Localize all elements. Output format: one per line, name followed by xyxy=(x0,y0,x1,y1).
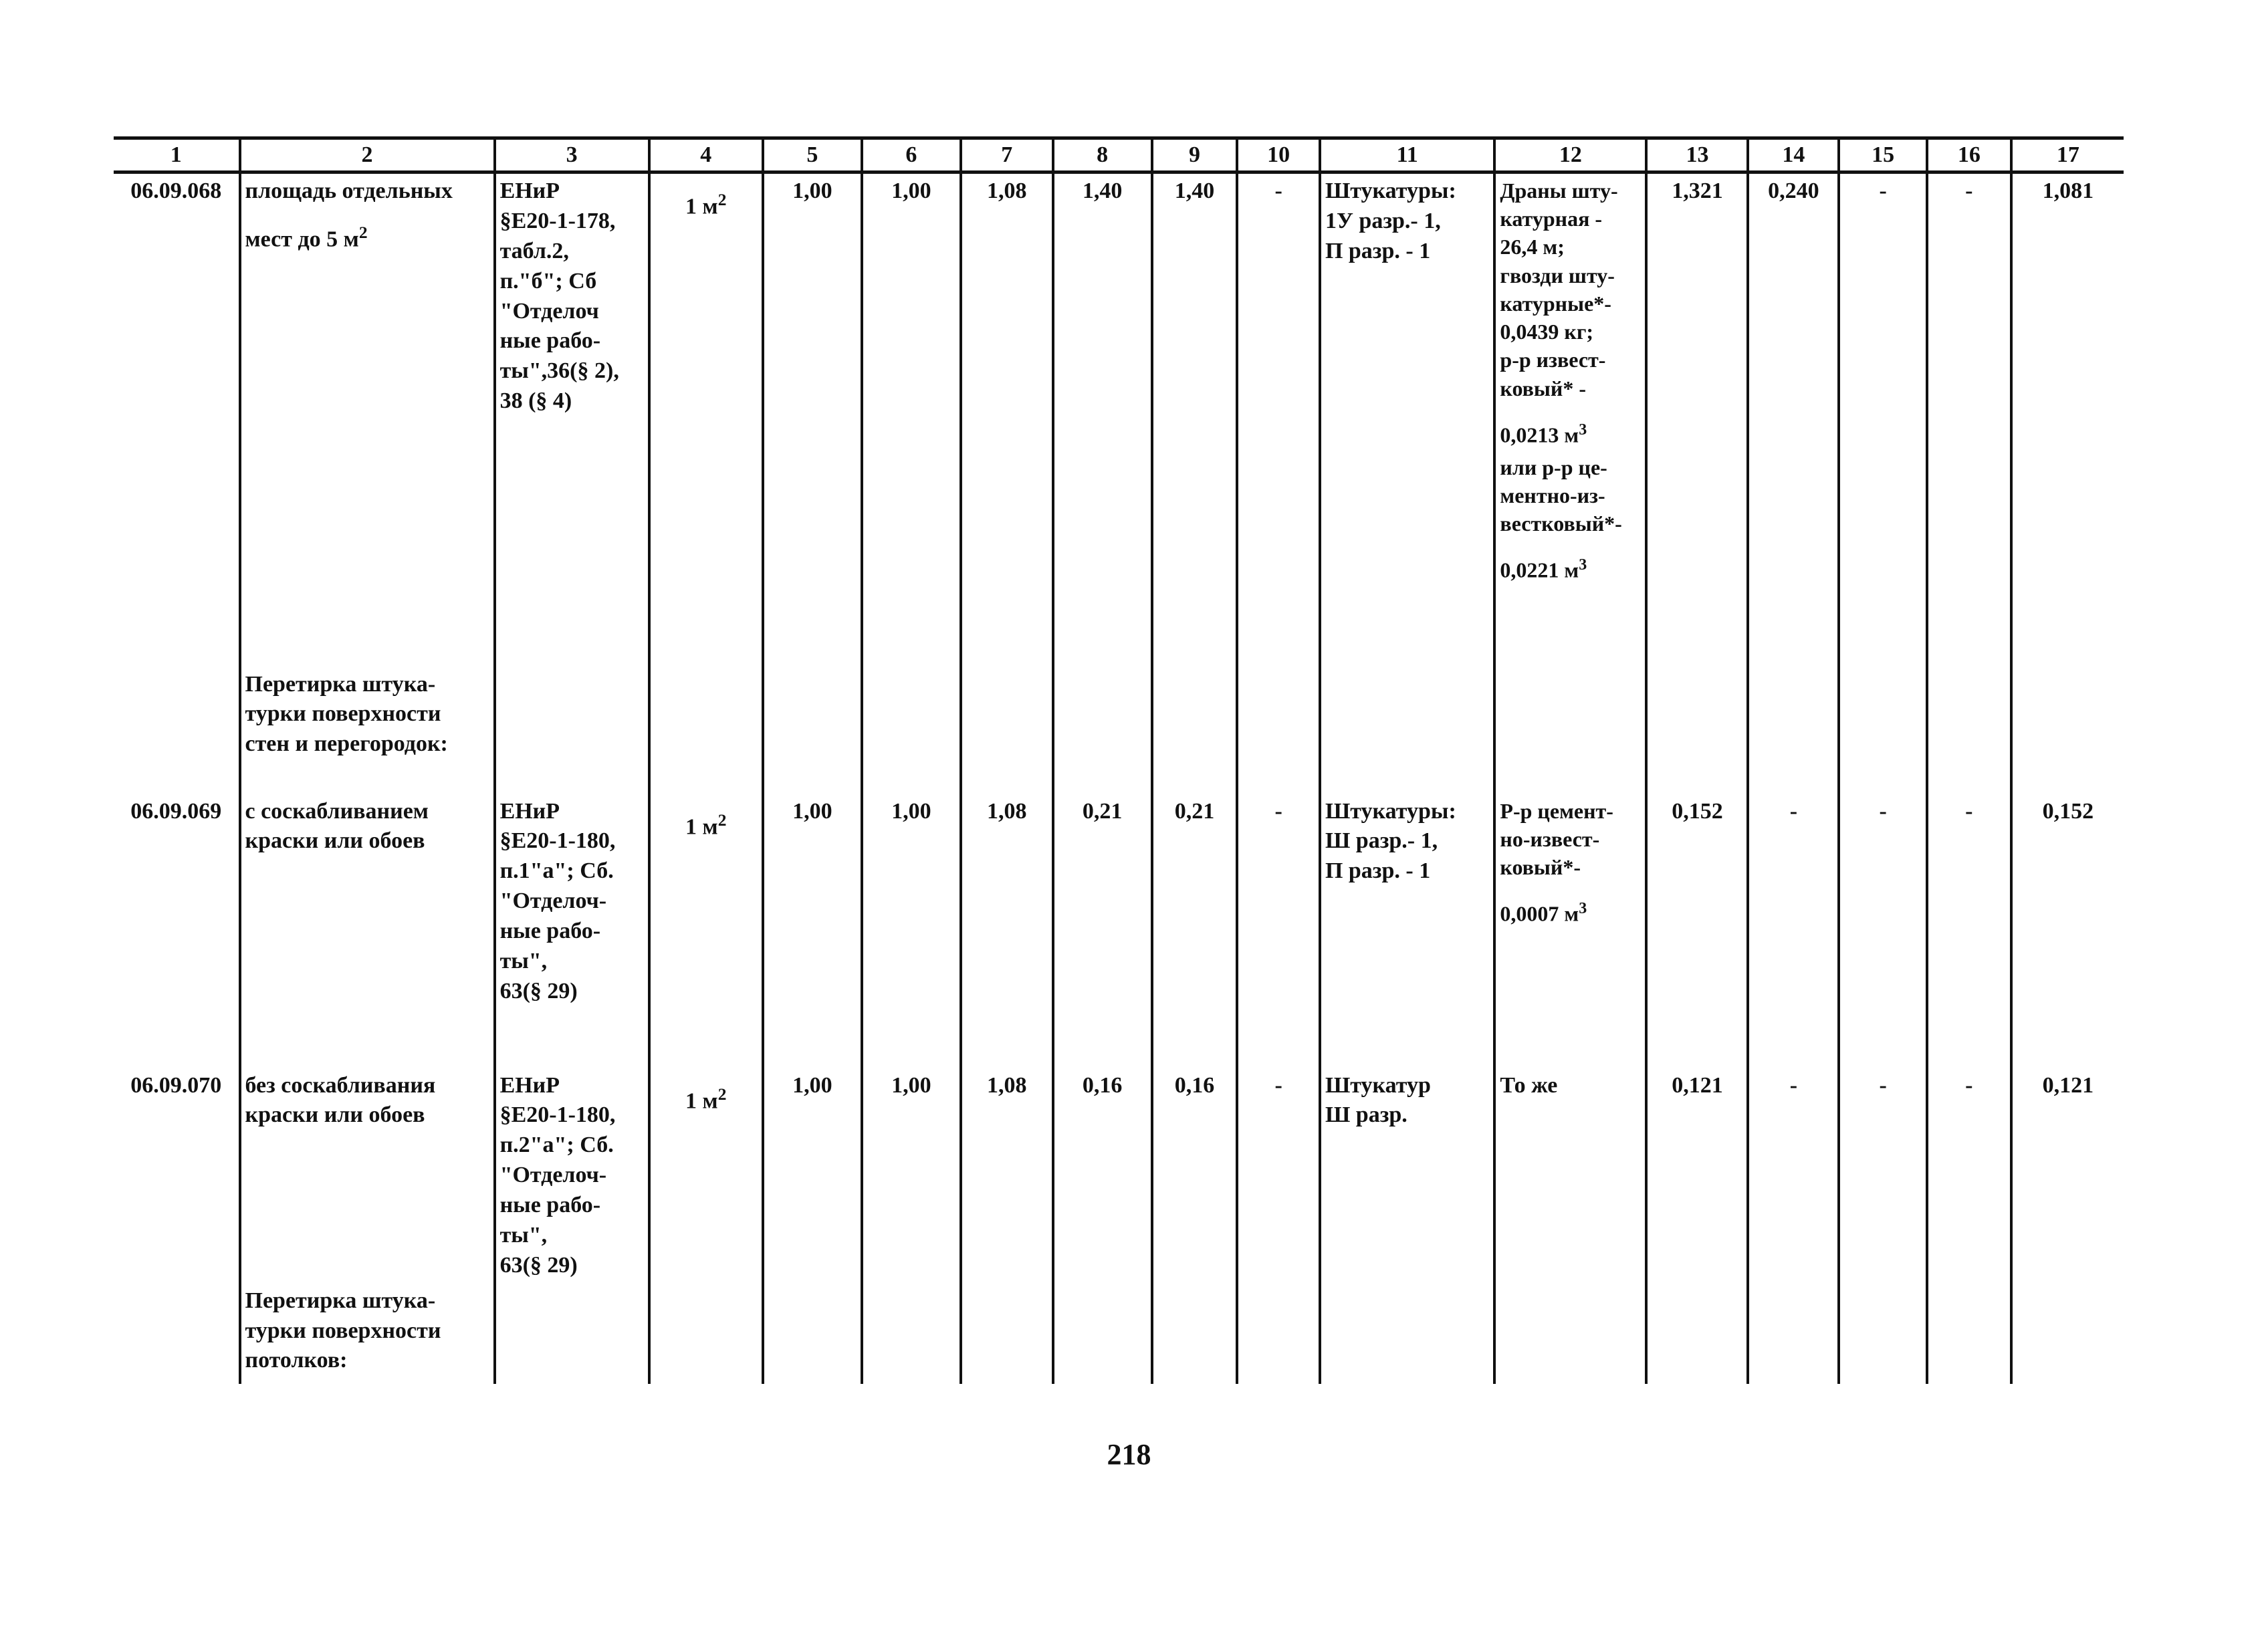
col-header: 17 xyxy=(2011,138,2124,172)
cell-value: 1,08 xyxy=(961,794,1053,1068)
page-number: 218 xyxy=(1107,1438,1151,1471)
col-header: 9 xyxy=(1152,138,1238,172)
cell-value: 1,08 xyxy=(961,1068,1053,1284)
cell-value: - xyxy=(1237,1068,1320,1284)
materials xyxy=(1494,794,1646,1068)
cell-value: 1,321 xyxy=(1646,172,1748,667)
work-name: без соскабливания краски или обоев xyxy=(240,1068,495,1284)
cell-value: - xyxy=(1839,794,1927,1068)
superscript: 2 xyxy=(717,810,727,830)
cell-value: - xyxy=(1748,1068,1839,1284)
materials-text: или р-р це- ментно-из- вестковый*- xyxy=(1500,455,1622,536)
col-header: 14 xyxy=(1748,138,1839,172)
col-header: 1 xyxy=(114,138,240,172)
cell-value: - xyxy=(1237,172,1320,667)
cell-value: 0,121 xyxy=(2011,1068,2124,1284)
cell-value: 1,40 xyxy=(1152,172,1238,667)
unit-text: 1 м xyxy=(685,1088,718,1113)
cell-value: 0,152 xyxy=(1646,794,1748,1068)
workers: Штукатуры: 1У разр.- 1, П разр. - 1 xyxy=(1320,172,1494,667)
unit-text: 1 м xyxy=(685,814,718,839)
cell-value: - xyxy=(1748,794,1839,1068)
norms-table xyxy=(114,136,2124,1384)
col-header: 3 xyxy=(495,138,649,172)
col-header: 11 xyxy=(1320,138,1494,172)
materials-text: 0,0213 м xyxy=(1500,423,1579,447)
superscript: 2 xyxy=(358,222,368,242)
cell-value: - xyxy=(1927,794,2011,1068)
cell-value: 1,40 xyxy=(1053,172,1152,667)
cell-value: - xyxy=(1927,172,2011,667)
table-row xyxy=(114,794,2124,1068)
column-number-row xyxy=(114,138,2124,172)
cell-value: 1,081 xyxy=(2011,172,2124,667)
col-header: 2 xyxy=(240,138,495,172)
row-code: 06.09.069 xyxy=(130,798,222,824)
materials-quantity xyxy=(1500,899,1641,928)
superscript: 2 xyxy=(717,190,727,209)
cell-value: 0,16 xyxy=(1152,1068,1238,1284)
col-header: 4 xyxy=(649,138,763,172)
workers: Штукатуры: Ш разр.- 1, П разр. - 1 xyxy=(1320,794,1494,1068)
col-header: 7 xyxy=(961,138,1053,172)
materials: То же xyxy=(1494,1068,1646,1284)
table-row xyxy=(114,1068,2124,1284)
cell-value: - xyxy=(1237,794,1320,1068)
work-name-line xyxy=(245,221,489,255)
row-code: 06.09.070 xyxy=(130,1072,222,1098)
cell-value: 0,21 xyxy=(1053,794,1152,1068)
section-heading-row xyxy=(114,1284,2124,1384)
section-heading: Перетирка штука- турки поверхности стен и перегородок: xyxy=(240,667,495,794)
reference: ЕНиР §Е20-1-178, табл.2, п."б"; Сб "Отделоч ные рабо- ты",36(§ 2), 38 (§ 4) xyxy=(495,172,649,667)
superscript: 2 xyxy=(717,1084,727,1104)
materials-quantity xyxy=(1500,420,1641,449)
cell-value: 1,00 xyxy=(862,1068,961,1284)
cell-value: 1,00 xyxy=(862,794,961,1068)
cell-value: 1,00 xyxy=(862,172,961,667)
section-heading: Перетирка штука- турки поверхности потолков: xyxy=(240,1284,495,1384)
work-name: с соскабливанием краски или обоев xyxy=(240,794,495,1068)
table-header xyxy=(114,138,2124,172)
superscript: 3 xyxy=(1579,900,1587,918)
cell-value: 0,152 xyxy=(2011,794,2124,1068)
cell-value: 0,121 xyxy=(1646,1068,1748,1284)
materials-text: 0,0007 м xyxy=(1500,901,1579,926)
cell-value: 1,00 xyxy=(763,794,862,1068)
col-header: 6 xyxy=(862,138,961,172)
workers: Штукатур Ш разр. xyxy=(1320,1068,1494,1284)
unit xyxy=(649,794,763,1068)
cell-value: 1,00 xyxy=(763,1068,862,1284)
cell-value: 1,00 xyxy=(763,172,862,667)
col-header: 13 xyxy=(1646,138,1748,172)
col-header: 10 xyxy=(1237,138,1320,172)
col-header: 8 xyxy=(1053,138,1152,172)
cell-value: - xyxy=(1839,1068,1927,1284)
cell-value: 0,21 xyxy=(1152,794,1238,1068)
work-name xyxy=(240,172,495,667)
section-heading-row xyxy=(114,667,2124,794)
cell-value: 0,240 xyxy=(1748,172,1839,667)
col-header: 5 xyxy=(763,138,862,172)
superscript: 3 xyxy=(1579,421,1587,439)
cell-value: - xyxy=(1927,1068,2011,1284)
col-header: 16 xyxy=(1927,138,2011,172)
materials-text: Драны шту- катурная - 26,4 м; гвозди шту- катурные*- 0,0439 кг; р-р извест- ковый* - xyxy=(1500,179,1618,400)
cell-value: 1,08 xyxy=(961,172,1053,667)
col-header: 12 xyxy=(1494,138,1646,172)
materials-text: 0,0221 м xyxy=(1500,558,1579,583)
cell-value: 0,16 xyxy=(1053,1068,1152,1284)
unit-text: 1 м xyxy=(685,194,718,219)
row-code: 06.09.068 xyxy=(130,179,222,203)
materials-text: Р-р цемент- но-извест- ковый*- xyxy=(1500,798,1613,879)
unit xyxy=(649,1068,763,1284)
reference: ЕНиР §Е20-1-180, п.1"а"; Сб. "Отделоч- ные рабо- ты", 63(§ 29) xyxy=(495,794,649,1068)
col-header: 15 xyxy=(1839,138,1927,172)
unit xyxy=(649,172,763,667)
work-name-text: мест до 5 м xyxy=(245,227,359,252)
materials-quantity xyxy=(1500,555,1641,584)
superscript: 3 xyxy=(1579,556,1587,574)
table-row xyxy=(114,172,2124,667)
cell-value: - xyxy=(1839,172,1927,667)
table-body xyxy=(114,172,2124,1384)
reference: ЕНиР §Е20-1-180, п.2"а"; Сб. "Отделоч- ные рабо- ты", 63(§ 29) xyxy=(495,1068,649,1284)
work-name-line: площадь отдельных xyxy=(245,179,453,203)
materials xyxy=(1494,172,1646,667)
